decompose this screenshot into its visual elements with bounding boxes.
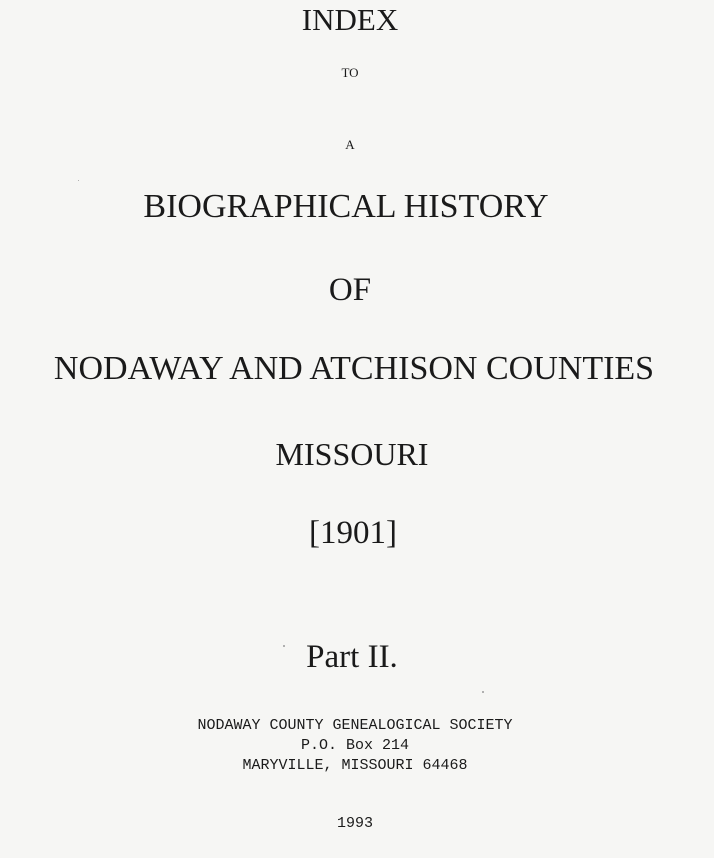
- original-year: [1901]: [309, 515, 397, 551]
- scan-speck: [78, 180, 79, 181]
- state-title: MISSOURI: [275, 436, 429, 472]
- of-label: OF: [328, 272, 372, 308]
- publisher-po-box: P.O. Box 214: [300, 737, 410, 754]
- publisher-name: NODAWAY COUNTY GENEALOGICAL SOCIETY: [197, 717, 513, 734]
- to-label: TO: [341, 65, 359, 80]
- scan-speck: [482, 691, 484, 693]
- book-title: BIOGRAPHICAL HISTORY: [143, 188, 549, 225]
- publisher-city: MARYVILLE, MISSOURI 64468: [242, 757, 468, 774]
- counties-title: NODAWAY AND ATCHISON COUNTIES: [53, 350, 655, 387]
- article-label: A: [345, 137, 355, 152]
- scan-speck: [283, 645, 285, 647]
- index-heading: INDEX: [301, 2, 399, 37]
- part-label: Part II.: [306, 639, 398, 675]
- publication-year: 1993: [336, 815, 373, 832]
